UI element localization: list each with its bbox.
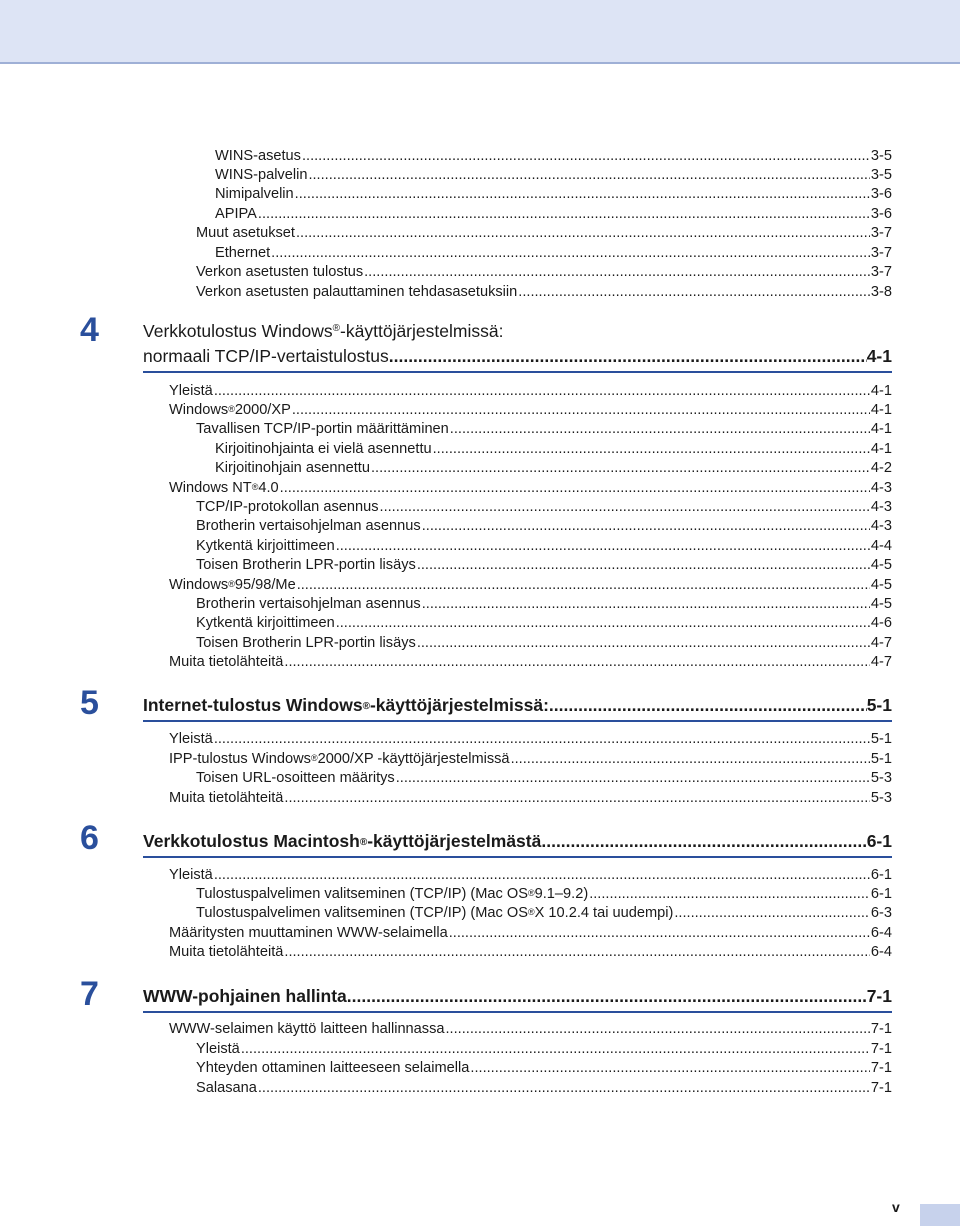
toc-entry[interactable]: WWW-selaimen käyttö laitteen hallinnassa ..... 7-1 [169,1020,892,1039]
chapter-number: 4 [80,311,99,349]
toc-entry[interactable]: Muita tietolähteitä ..... 6-4 [169,943,892,962]
toc-entry[interactable]: Salasana ..... 7-1 [196,1079,892,1098]
toc-entry[interactable]: Yhteyden ottaminen laitteeseen selaimella ..... 7-1 [196,1059,892,1078]
toc-entry[interactable]: Muita tietolähteitä ..... 5-3 [169,789,892,808]
toc-entry-title: Verkon asetusten palauttaminen tehdasasetuksiin [196,284,518,300]
toc-entry[interactable]: Kirjoitinohjain asennettu ..... 4-2 [215,459,892,478]
chapter-rule [143,720,892,722]
toc-entry[interactable]: Yleistä ..... 7-1 [196,1040,892,1059]
toc-entry[interactable]: Kytkentä kirjoittimeen ..... 4-4 [196,537,892,556]
toc-entry-page: 3-5 [870,167,892,183]
chapter-title-line[interactable]: WWW-pohjainen hallinta ..... 7-1 [143,985,892,1007]
toc-entry-page: 3-7 [870,245,892,261]
chapter-page: 6-1 [866,831,892,851]
toc-entry-page: 3-6 [870,206,892,222]
chapter-page: 5-1 [866,695,892,715]
chapter-number: 7 [80,975,99,1013]
chapter-title[interactable]: Verkkotulostus Windows®-käyttöjärjestelmissä: [143,321,504,341]
chapter-rule [143,1011,892,1013]
toc-entry[interactable]: Tulostuspalvelimen valitseminen (TCP/IP) (Mac OS ® 9.1–9.2) ..... 6-1 [196,885,892,905]
toc-entry[interactable]: Tulostuspalvelimen valitseminen (TCP/IP) (Mac OS ® X 10.2.4 tai uudempi) ..... 6-3 [196,904,892,924]
chapter-page: 4-1 [866,346,892,366]
toc-entry-title: WINS-asetus [215,148,301,164]
toc-entry[interactable]: IPP-tulostus Windows ® 2000/XP -käyttöjärjestelmissä ..... 5-1 [169,750,892,770]
toc-entry-page: 3-7 [870,225,892,241]
toc-entry[interactable]: Toisen URL-osoitteen määritys ..... 5-3 [196,769,892,788]
toc-entry[interactable] [215,166,892,185]
toc-entry[interactable] [196,263,892,282]
page-number: v [892,1199,900,1215]
chapter-number: 6 [80,819,99,857]
toc-entry[interactable]: Kytkentä kirjoittimeen ..... 4-6 [196,614,892,633]
registered-mark: ® [527,907,535,917]
toc-entry[interactable]: Tavallisen TCP/IP-portin määrittäminen ..... 4-1 [196,420,892,439]
toc-entry[interactable] [215,205,892,224]
registered-mark: ® [228,579,235,589]
toc-entry[interactable] [196,283,892,302]
registered-mark: ® [527,888,535,898]
toc-entry[interactable]: Windows ® 2000/XP ..... 4-1 [169,401,892,421]
toc-entry[interactable]: Brotherin vertaisohjelman asennus ..... 4-5 [196,595,892,614]
toc-entry[interactable]: Kirjoitinohjainta ei vielä asennettu ..... 4-1 [215,440,892,459]
toc-entry-page: 3-6 [870,186,892,202]
toc-entry-title: Nimipalvelin [215,186,294,202]
chapter-title-line[interactable]: Internet-tulostus Windows ® -käyttöjärjestelmissä: ..... 5-1 [143,694,892,720]
chapter-title-line[interactable]: normaali TCP/IP-vertaistulostus ..... 4-1 [143,345,892,367]
chapter-rule [143,856,892,858]
registered-mark: ® [359,837,368,848]
toc-entry[interactable]: Yleistä ..... 5-1 [169,730,892,749]
toc-entry[interactable] [215,185,892,204]
toc-entry[interactable]: Toisen Brotherin LPR-portin lisäys ..... 4-5 [196,556,892,575]
toc-entry-page: 3-7 [870,264,892,280]
registered-mark: ® [332,323,341,334]
chapter-page: 7-1 [866,986,892,1006]
toc-entry-title: Verkon asetusten tulostus [196,264,364,280]
registered-mark: ® [362,701,370,712]
toc-entry[interactable]: Yleistä ..... 6-1 [169,866,892,885]
toc-entry-title: Muut asetukset [196,225,295,241]
chapter-rule [143,371,892,373]
toc-entry[interactable]: TCP/IP-protokollan asennus ..... 4-3 [196,498,892,517]
toc-entry[interactable]: Windows NT ® 4.0 ..... 4-3 [169,479,892,499]
registered-mark: ® [228,404,235,414]
toc-entry[interactable]: Yleistä ..... 4-1 [169,382,892,401]
page-header-band [0,0,960,64]
toc-entry-title: APIPA [215,206,257,222]
toc-entry-title: Ethernet [215,245,271,261]
chapter-title-line[interactable]: Verkkotulostus Macintosh ® -käyttöjärjestelmästä ..... 6-1 [143,830,892,856]
toc-entry[interactable] [215,147,892,166]
chapter-number: 5 [80,684,99,722]
toc-entry-title: WINS-palvelin [215,167,308,183]
toc-entry-page: 3-8 [870,284,892,300]
toc-entry[interactable]: Toisen Brotherin LPR-portin lisäys ..... 4-7 [196,634,892,653]
toc-entry[interactable]: Määritysten muuttaminen WWW-selaimella ..... 6-4 [169,924,892,943]
toc-entry[interactable]: Windows ® 95/98/Me ..... 4-5 [169,576,892,596]
page-tab [920,1204,960,1226]
toc-entry-page: 3-5 [870,148,892,164]
toc-entry[interactable]: Muita tietolähteitä ..... 4-7 [169,653,892,672]
registered-mark: ® [251,482,259,492]
registered-mark: ® [310,753,318,763]
toc-entry[interactable] [215,244,892,263]
toc-entry[interactable] [196,224,892,243]
toc-entry[interactable]: Brotherin vertaisohjelman asennus ..... 4-3 [196,517,892,536]
